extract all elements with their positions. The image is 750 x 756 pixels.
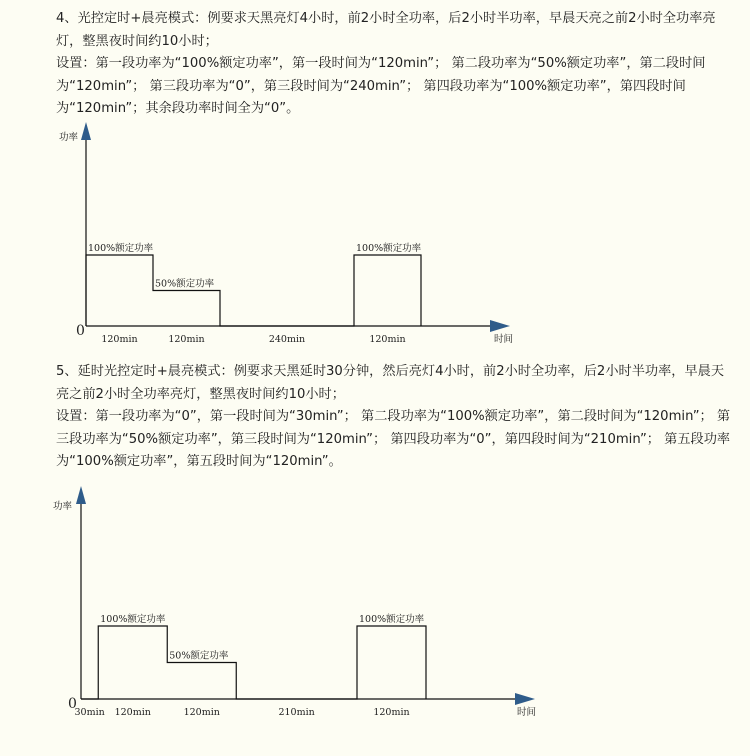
origin-label: 0 [76, 323, 85, 339]
x-axis-label: 时间 [494, 334, 514, 345]
segment-power-label: 100%额定功率 [88, 243, 154, 254]
segment-power-label: 50%额定功率 [155, 278, 215, 290]
power-step-line [86, 255, 421, 326]
segment-duration-label: 120min [369, 334, 406, 345]
y-axis-label: 功率 [59, 132, 79, 143]
segment-power-label: 100%额定功率 [359, 614, 425, 625]
segment-power-label: 100%额定功率 [100, 614, 166, 625]
segment-duration-label: 30min [74, 707, 105, 718]
segment-power-label: 100%额定功率 [356, 243, 422, 254]
segment-power-label: 50%额定功率 [169, 650, 229, 662]
section-4-heading: 4、光控定时+晨亮模式：例要求天黑亮灯4小时，前2小时全功率，后2小时半功率，早晨天亮之前2小时全功率亮灯，整黑夜时间约10小时； [56, 11, 716, 49]
section-5-heading: 5、延时光控定时+晨亮模式：例要求天黑延时30分钟，然后亮灯4小时，前2小时全功率，后2小时半功率，早晨天亮之前2小时全功率亮灯，整黑夜时间约10小时； [56, 364, 725, 402]
section-4-settings: 设置：第一段功率为“100%额定功率”，第一段时间为“120min”； 第二段功率为“50%额定功率”，第二段时间为“120min”； 第三段功率为“0”，第三段时间为“240min”； 第四段功率为“100%额定功率”，第四段时间为“120min”；其余段功率时间全为“0”。 [56, 56, 706, 116]
section-5-settings: 设置：第一段功率为“0”，第一段时间为“30min”； 第二段功率为“100%额定功率”，第二段时间为“120min”； 第三段功率为“50%额定功率”，第三段时间为“120min”； 第四段功率为“0”，第四段时间为“210min”； 第五段功率为“100%额定功率”，第五段时间为“120min”。 [56, 409, 731, 469]
section-4-text [56, 8, 736, 121]
segment-duration-label: 120min [168, 334, 205, 345]
segment-duration-label: 210min [278, 707, 315, 718]
segment-duration-label: 120min [101, 334, 138, 345]
segment-duration-label: 240min [268, 334, 306, 345]
y-axis-arrow [76, 486, 86, 504]
y-axis-arrow [81, 122, 91, 140]
segment-duration-label: 120min [373, 707, 410, 718]
segment-duration-label: 120min [183, 707, 220, 718]
x-axis-arrow [490, 320, 510, 332]
chart-mode-5 [0, 480, 750, 730]
x-axis-arrow [515, 693, 535, 705]
origin-label: 0 [68, 696, 77, 712]
x-axis-label: 时间 [517, 707, 537, 718]
chart-mode-4 [0, 110, 750, 345]
section-5-text [56, 361, 736, 474]
y-axis-label: 功率 [53, 501, 73, 512]
segment-duration-label: 120min [114, 707, 151, 718]
power-step-line [81, 626, 426, 699]
